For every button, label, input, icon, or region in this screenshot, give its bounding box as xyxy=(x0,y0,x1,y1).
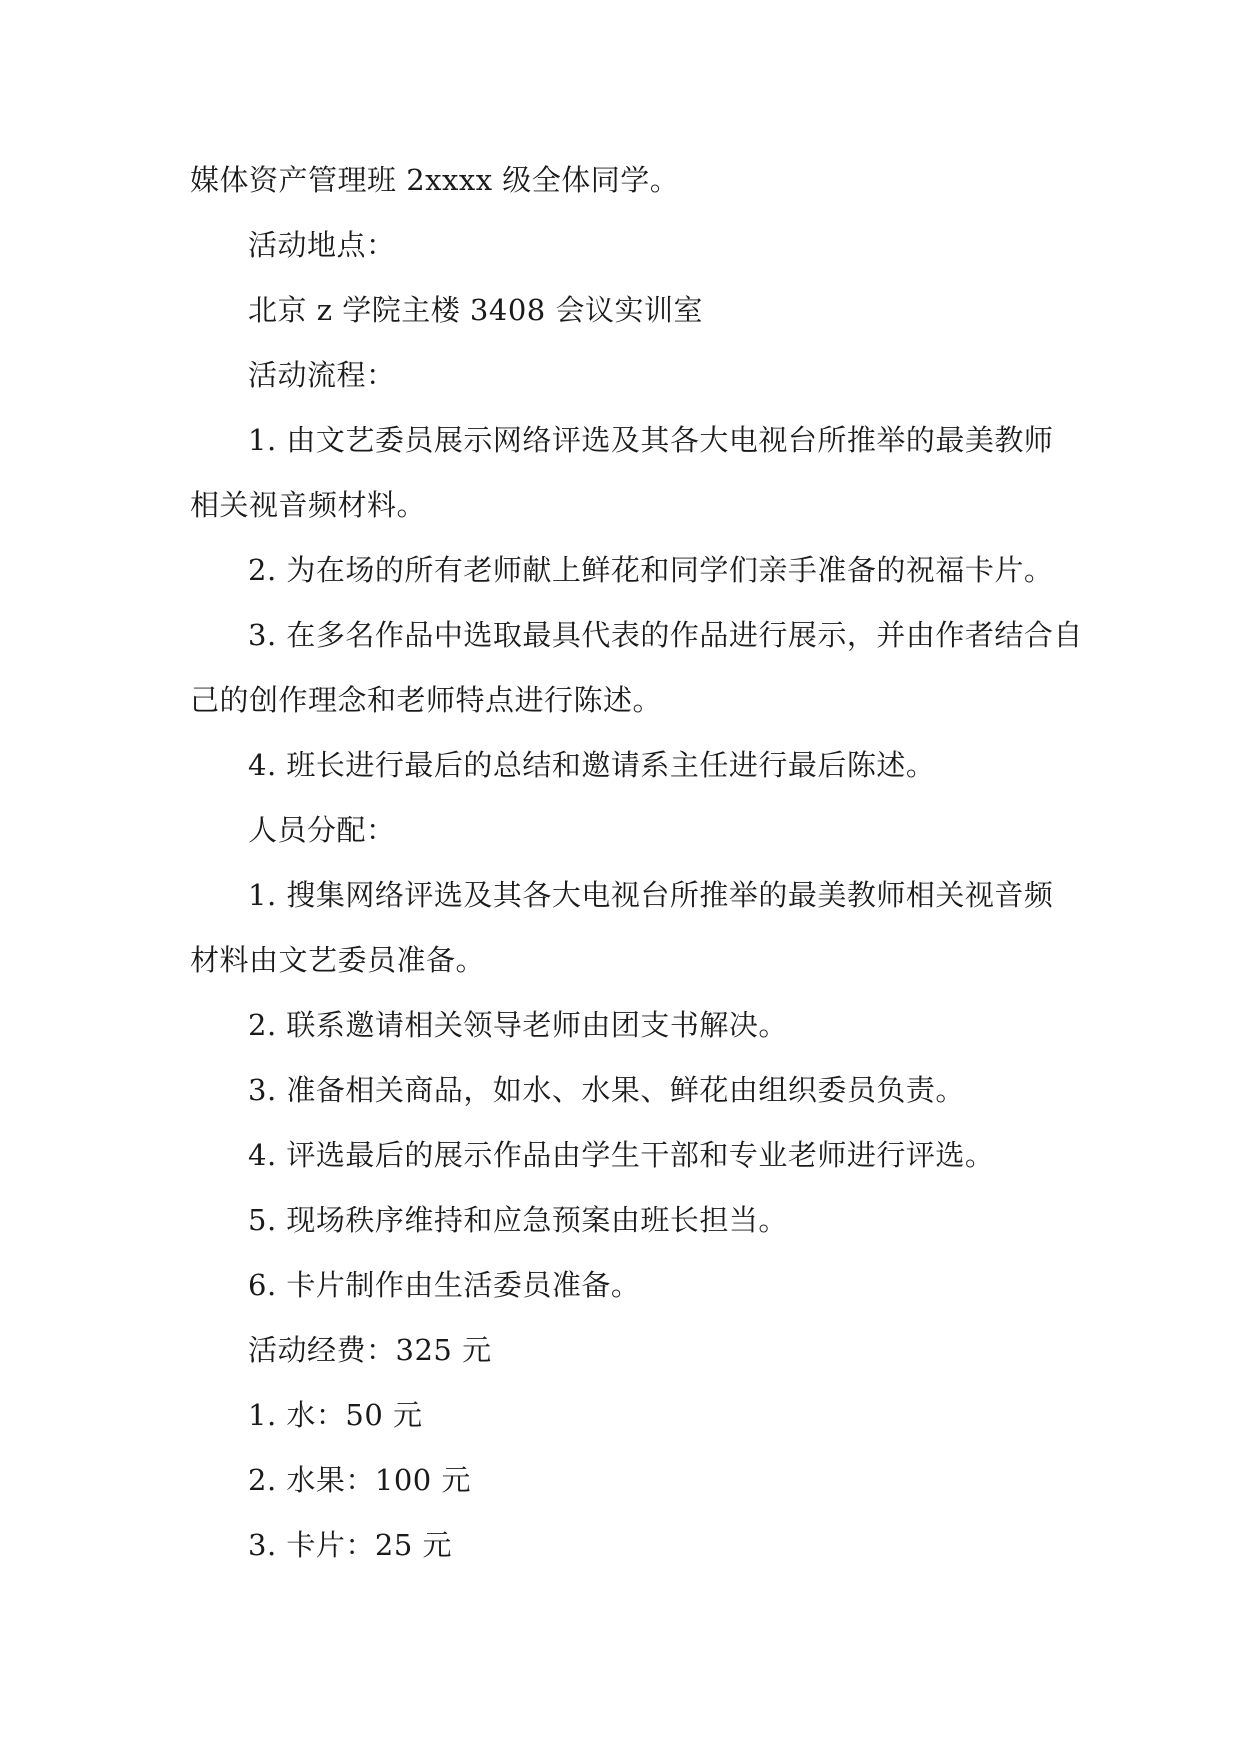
text-line: 人员分配： xyxy=(248,813,396,847)
text-line: 1. 搜集网络评选及其各大电视台所推举的最美教师相关视音频 xyxy=(248,878,1054,912)
document-body xyxy=(190,160,1083,1590)
text-line: 5. 现场秩序维持和应急预案由班长担当。 xyxy=(248,1203,788,1237)
text-line: 材料由文艺委员准备。 xyxy=(190,943,486,977)
text-line: 北京 z 学院主楼 3408 会议实训室 xyxy=(248,293,703,327)
text-line: 1. 由文艺委员展示网络评选及其各大电视台所推举的最美教师 xyxy=(248,423,1054,457)
text-line: 活动流程： xyxy=(248,358,396,392)
text-line: 相关视音频材料。 xyxy=(190,488,427,522)
text-line: 2. 为在场的所有老师献上鲜花和同学们亲手准备的祝福卡片。 xyxy=(248,553,1054,587)
text-line: 2. 水果：100 元 xyxy=(248,1463,471,1497)
text-line: 1. 水：50 元 xyxy=(248,1398,423,1432)
text-line: 2. 联系邀请相关领导老师由团支书解决。 xyxy=(248,1008,788,1042)
text-line: 活动地点： xyxy=(248,228,396,262)
text-line: 3. 准备相关商品，如水、水果、鲜花由组织委员负责。 xyxy=(248,1073,965,1107)
text-line: 3. 卡片：25 元 xyxy=(248,1528,453,1562)
text-line: 己的创作理念和老师特点进行陈述。 xyxy=(190,683,663,717)
text-line: 4. 班长进行最后的总结和邀请系主任进行最后陈述。 xyxy=(248,748,936,782)
text-line: 3. 在多名作品中选取最具代表的作品进行展示，并由作者结合自 xyxy=(248,618,1083,652)
text-line: 媒体资产管理班 2xxxx 级全体同学。 xyxy=(190,163,680,197)
text-line: 4. 评选最后的展示作品由学生干部和专业老师进行评选。 xyxy=(248,1138,995,1172)
text-line: 6. 卡片制作由生活委员准备。 xyxy=(248,1268,641,1302)
text-line: 活动经费：325 元 xyxy=(248,1333,492,1367)
